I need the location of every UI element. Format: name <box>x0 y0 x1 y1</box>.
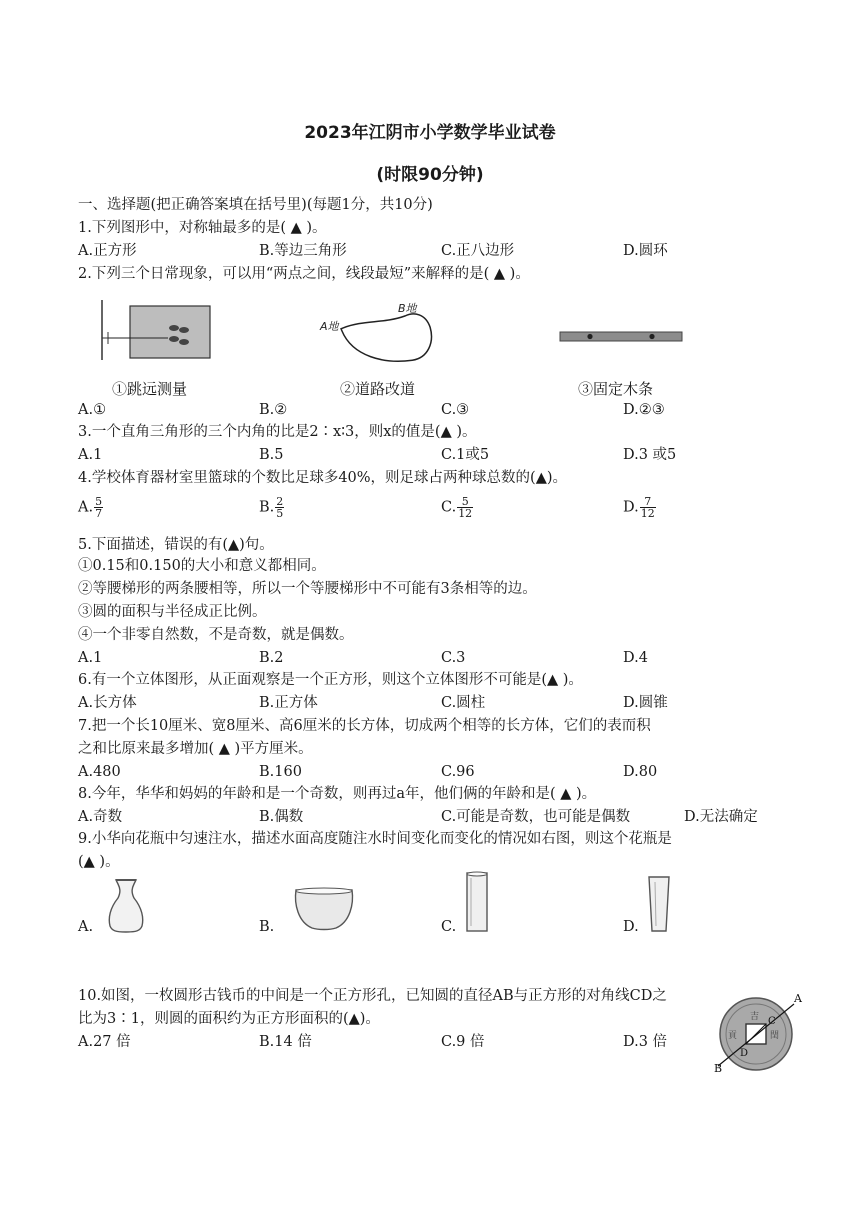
road-detour-figure <box>314 296 444 366</box>
q4-option-b <box>259 496 284 519</box>
exam-title: 2023年江阴市小学数学毕业试卷 <box>304 123 556 143</box>
q1-option-c: C.正八边形 <box>441 243 515 259</box>
fraction <box>640 496 656 519</box>
q1-option-a: A.正方形 <box>78 243 137 259</box>
q8-option-a: A.奇数 <box>78 809 123 825</box>
q5-option-b: B.2 <box>259 650 284 666</box>
q7-option-a: A.480 <box>78 764 121 780</box>
q4-option-d-prefix: D. <box>623 499 639 516</box>
q10-stem-line-1: 10.如图，一枚圆形古钱币的中间是一个正方形孔，已知圆的直径AB与正方形的对角线CD之 <box>78 988 667 1004</box>
q8-stem: 8.今年，华华和妈妈的年龄和是一个奇数，则再过a年，他们俩的年龄和是( ▲ )。 <box>78 786 597 802</box>
q7-option-b: B.160 <box>259 764 302 780</box>
q5-option-c: C.3 <box>441 650 466 666</box>
svg-text:吉: 吉 <box>750 1012 760 1022</box>
q2-option-c: C.③ <box>441 402 470 418</box>
q10-option-d: D.3 倍 <box>623 1034 668 1050</box>
q4-option-b-prefix: B. <box>259 499 275 516</box>
figure-caption-1: ①跳远测量 <box>112 380 188 398</box>
q3-option-d: D.3 或5 <box>623 447 677 463</box>
q8-option-b: B.偶数 <box>259 809 304 825</box>
vase-c-image <box>462 870 492 934</box>
q7-option-d: D.80 <box>623 764 658 780</box>
q10-stem-line-2: 比为3∶1，则圆的面积约为正方形面积的(▲)。 <box>78 1011 380 1027</box>
q1-option-d: D.圆环 <box>623 243 668 259</box>
q10-option-b: B.14 倍 <box>259 1034 312 1050</box>
q9-option-d: D. <box>623 919 639 935</box>
q5-statement-3: ③圆的面积与半径成正比例。 <box>78 604 267 620</box>
q7-stem-line-1: 7.把一个长10厘米、宽8厘米、高6厘米的长方体，切成两个相等的长方体，它们的表而积 <box>78 718 651 734</box>
q8-option-d: D.无法确定 <box>684 809 758 825</box>
coin-label-a: A <box>794 992 802 1005</box>
q1-stem: 1.下列图形中，对称轴最多的是( ▲ )。 <box>78 220 327 236</box>
fraction <box>275 496 284 519</box>
q4-option-a-prefix: A. <box>78 499 94 516</box>
q3-option-b: B.5 <box>259 447 284 463</box>
q6-option-b: B.正方体 <box>259 695 318 711</box>
q4-option-c-prefix: C. <box>441 499 457 516</box>
q5-option-d: D.4 <box>623 650 648 666</box>
q4-option-d <box>623 496 656 519</box>
q3-option-a: A.1 <box>78 447 103 463</box>
fraction-numerator: 5 <box>95 495 103 508</box>
q2-option-b: B.② <box>259 402 288 418</box>
fraction-denominator: 7 <box>95 507 103 520</box>
fraction-denominator: 5 <box>276 507 284 520</box>
q5-statement-2: ②等腰梯形的两条腰相等，所以一个等腰梯形中不可能有3条相等的边。 <box>78 581 537 597</box>
figure-caption-2: ②道路改道 <box>340 380 416 398</box>
q9-stem-line-2: (▲ )。 <box>78 854 120 870</box>
coin-label-d: D <box>740 1048 749 1059</box>
q9-stem-line-1: 9.小华向花瓶中匀速注水，描述水面高度随注水时间变化而变化的情况如右图，则这个花瓶是 <box>78 831 672 847</box>
q5-stem: 5.下面描述，错误的有(▲)句。 <box>78 537 274 553</box>
ancient-coin-figure <box>708 990 808 1074</box>
q4-stem: 4.学校体育器材室里篮球的个数比足球多40%，则足球占两种球总数的(▲)。 <box>78 470 568 486</box>
svg-text:貢: 貢 <box>728 1031 738 1041</box>
fraction <box>457 496 473 519</box>
q5-statement-1: ①0.15和0.150的大小和意义都相同。 <box>78 558 326 574</box>
q9-option-a: A. <box>78 919 94 935</box>
exam-subtitle: (时限90分钟) <box>376 165 484 185</box>
section-heading: 一、选择题(把正确答案填在括号里)(每题1分，共10分) <box>78 197 433 213</box>
q6-option-c: C.圆柱 <box>441 695 486 711</box>
q6-stem: 6.有一个立体图形，从正面观察是一个正方形，则这个立体图形不可能是(▲ )。 <box>78 672 583 688</box>
fraction <box>94 496 103 519</box>
q2-option-a: A.① <box>78 402 107 418</box>
coin-label-c: C <box>768 1016 776 1027</box>
fraction-denominator: 12 <box>458 507 473 520</box>
long-jump-figure <box>96 296 216 364</box>
q4-option-a <box>78 496 103 519</box>
svg-text:閏: 閏 <box>770 1031 780 1041</box>
q6-option-a: A.长方体 <box>78 695 137 711</box>
q2-stem: 2.下列三个日常现象，可以用“两点之间，线段最短”来解释的是( ▲ )。 <box>78 266 530 282</box>
coin-label-b: B <box>714 1062 723 1074</box>
fraction-numerator: 2 <box>276 495 284 508</box>
q1-option-b: B.等边三角形 <box>259 243 347 259</box>
vase-a-image <box>104 878 148 934</box>
q5-option-a: A.1 <box>78 650 103 666</box>
wood-strip-figure <box>556 322 686 352</box>
fraction-denominator: 12 <box>640 507 655 520</box>
q2-option-d: D.②③ <box>623 402 665 418</box>
figure-caption-3: ③固定木条 <box>578 380 654 398</box>
q8-option-c: C.可能是奇数，也可能是偶数 <box>441 809 631 825</box>
point-b-label: B地 <box>398 302 417 315</box>
q4-option-c <box>441 496 473 519</box>
q6-option-d: D.圆锥 <box>623 695 668 711</box>
q10-option-a: A.27 倍 <box>78 1034 131 1050</box>
vase-d-image <box>646 874 672 934</box>
q3-stem: 3.一个直角三角形的三个内角的比是2∶x∶3，则x的值是(▲ )。 <box>78 424 477 440</box>
q7-option-c: C.96 <box>441 764 475 780</box>
q3-option-c: C.1或5 <box>441 447 490 463</box>
q7-stem-line-2: 之和比原来最多增加( ▲ )平方厘米。 <box>78 741 313 757</box>
q5-statement-4: ④一个非零自然数，不是奇数，就是偶数。 <box>78 627 354 643</box>
vase-b-image <box>292 886 356 932</box>
fraction-numerator: 5 <box>457 496 473 508</box>
q9-option-b: B. <box>259 919 275 935</box>
q10-option-c: C.9 倍 <box>441 1034 485 1050</box>
q9-option-c: C. <box>441 919 457 935</box>
point-a-label: A地 <box>320 320 339 333</box>
fraction-numerator: 7 <box>640 496 656 508</box>
